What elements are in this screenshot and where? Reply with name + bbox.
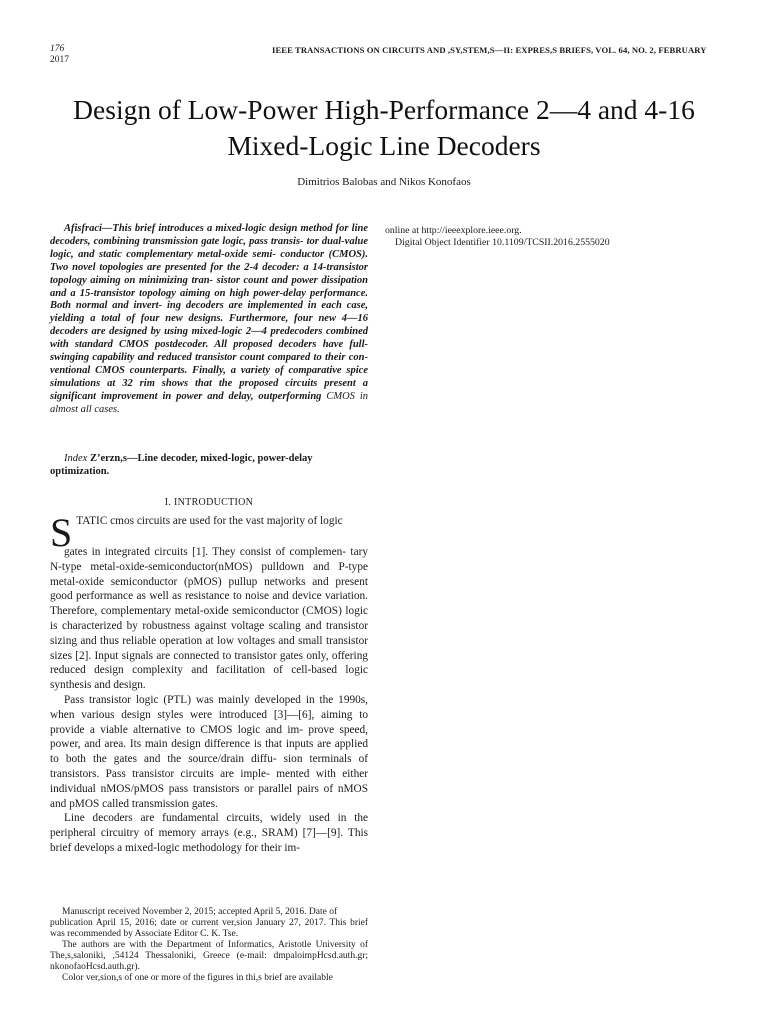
footnote-continuation: [385, 225, 720, 248]
footnote-line: publication April 15, 2016; date or current ver,sion January 27, 2017. This brief was recommended by Associate Editor C. K. Tse.: [50, 918, 368, 939]
index-terms-text: Z’erzn,s—Line decoder, mixed-logic, power-delay optimization.: [50, 453, 313, 477]
paragraph: Line decoders are fundamental circuits, widely used in the peripheral circuitry of memory arrays (e.g., SRAM) [7]—[9]. This brief develops a mixed-logic methodology for their im-: [50, 812, 368, 854]
abstract-tail: CMOS in almost all cases.: [50, 390, 368, 415]
index-terms-label: Index: [64, 453, 88, 464]
page-number: [50, 44, 69, 66]
running-header: IEEE TRANSACTIONS ON CIRCUITS AND ,SY,STEM,S—II: EXPRES,S BRIEFS, VOL. 64, NO. 2, FEBRUARY: [272, 45, 707, 55]
author-list: Dimitrios Balobas and Nikos Konofaos: [297, 176, 471, 188]
index-terms: [50, 452, 368, 478]
paragraph: Pass transistor logic (PTL) was mainly developed in the 1990s, when various design styles were introduced [3]—[6], aiming to provide a viable alternative to CMOS logic and im- prove speed, power, and area. Its main design difference is that inputs are applied to both the gates and the source/drain diffu- sion terminals of transistors. Pass transistor circuits are imple- mented with either individual nMOS/pMOS pass transistors or parallel pairs of nMOS and pMOS called transmission gates.: [50, 693, 368, 810]
online-link-text: online at http://ieeexplore.ieee.org.: [385, 225, 522, 236]
abstract: [50, 223, 368, 417]
paragraph: gates in integrated circuits [1]. They consist of complemen- tary N-type metal-oxide-semiconductor(nMOS) pulldown and P-type metal-oxide semiconductor (pMOS) pullup networks and present good performance as well as resistance to noise and device variation. Therefore, complementary metal-oxide semiconductor (CMOS) logic is characterized by robustness against voltage scaling and transistor sizing and thus reliable operation at low voltages and small transistor sizes [2]. Input signals are connected to transistor gates only, offering reduced design complexity and facilitation of cell-based logic synthesis and design.: [50, 546, 368, 692]
doi-text: Digital Object Identifier 10.1109/TCSII.2016.2555020: [395, 236, 610, 248]
abstract-text: Afisfraci—This brief introduces a mixed-logic design method for line decoders, combining transmission gate logic, pass transis- tor dual-value logic, and static complementary metal-oxide semi- conductor (CMOS). Two novel topologies are presented for the 2-4 decoder: a 14-transistor topology aiming on minimizing tran- sistor count and power dissipation and a 15-transistor topology aiming on high power-delay performance. Both normal and invert- ing decoders are implemented in each case, yielding a total of four new designs. Furthermore, four new 4—16 decoders are designed by using mixed-logic 2—4 predecoders combined with standard CMOS postdecoder. All proposed decoders have full-swinging capability and reduced transistor count compared to their con- ventional CMOS counterparts. Finally, a variety of comparative spice simulations at 32 rim shows that the proposed circuits present a significant improvement in power and delay, outperforming CMOS in almost all cases.: [50, 223, 368, 415]
footnote-line: Manuscript received November 2, 2015; accepted April 5, 2016. Date of: [62, 907, 338, 917]
section-heading: I. INTRODUCTION: [164, 497, 254, 508]
paper-title: Design of Low-Power High-Performance 2—4 and 4-16 Mixed-Logic Line Decoders: [73, 94, 695, 161]
header-year: 2017: [50, 55, 69, 65]
footnotes: [50, 907, 368, 984]
drop-cap: S: [50, 510, 73, 555]
footnote-line: The authors are with the Department of Informatics, Aristotle University of The,s,saloniki, ,54124 Thessaloniki, Greece (e-mail: dmpaloimpHcsd.auth.gr; nkonofaoHcsd.auth.gr).: [50, 940, 368, 972]
intro-body: [50, 545, 368, 856]
first-line-text: TATIC cmos circuits are used for the vast majority of logic: [76, 515, 343, 527]
footnote-line: Color ver,sion,s of one or more of the figures in thi,s brief are available: [62, 973, 333, 983]
page-number-value: 176: [50, 44, 65, 54]
